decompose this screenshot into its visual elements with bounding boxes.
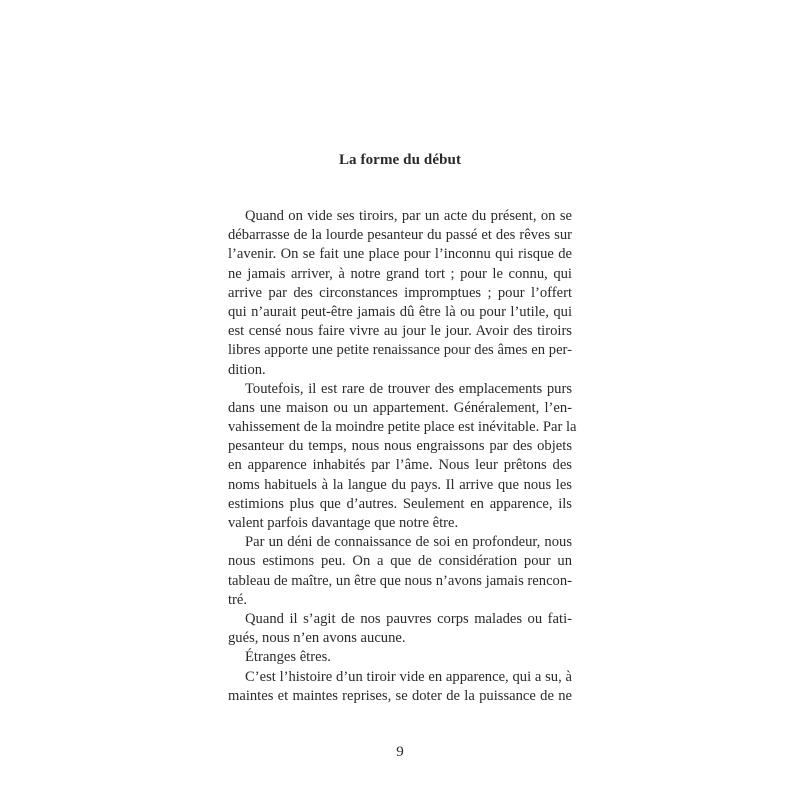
text-line: libres apporte une petite renaissance pour des âmes en per-: [228, 342, 572, 359]
text-line: gués, nous n’en avons aucune.: [228, 630, 406, 647]
text-line: qui n’aurait peut-être jamais dû être là ou pour l’utile, qui: [228, 303, 572, 320]
text-line: maintes et maintes reprises, se doter de la puissance de ne: [228, 687, 572, 704]
text-line: débarrasse de la lourde pesanteur du passé et des rêves sur: [228, 227, 572, 244]
text-line: tré.: [228, 591, 248, 608]
text-line: en apparence inhabités par l’âme. Nous leur prêtons des: [228, 457, 572, 474]
text-line: est censé nous faire vivre au jour le jour. Avoir des tiroirs: [228, 323, 572, 340]
chapter-title: La forme du début: [338, 152, 462, 168]
text-line: nous estimons peu. On a que de considération pour un: [228, 553, 572, 570]
text-line: arrive par des circonstances impromptues ; pour l’offert: [228, 284, 572, 301]
page-number: 9: [396, 744, 404, 760]
text-line: dition.: [228, 361, 266, 378]
body-text: [228, 207, 577, 706]
text-line: tableau de maître, un être que nous n’avons jamais rencon-: [228, 572, 572, 589]
text-line: vahissement de la moindre petite place est inévitable. Par la: [228, 419, 577, 436]
text-line: Étranges êtres.: [245, 649, 331, 666]
text-line: pesanteur du temps, nous nous engraissons par des objets: [228, 438, 572, 455]
text-line: Quand on vide ses tiroirs, par un acte du présent, on se: [245, 208, 572, 224]
text-line: Quand il s’agit de nos pauvres corps malades ou fati-: [245, 610, 572, 627]
text-line: dans une maison ou un appartement. Généralement, l’en-: [228, 399, 572, 416]
text-line: noms habituels à la langue du pays. Il arrive que nous les: [228, 476, 572, 493]
text-line: valent parfois davantage que notre être.: [228, 515, 459, 531]
text-line: estimions plus que d’autres. Seulement en apparence, ils: [228, 495, 572, 512]
text-line: Toutefois, il est rare de trouver des emplacements purs: [245, 380, 572, 397]
text-line: C’est l’histoire d’un tiroir vide en apparence, qui a su, à: [245, 668, 572, 685]
text-line: ne jamais arriver, à notre grand tort ; pour le connu, qui: [228, 265, 572, 282]
text-line: Par un déni de connaissance de soi en profondeur, nous: [245, 534, 572, 551]
text-line: l’avenir. On se fait une place pour l’inconnu qui risque de: [228, 246, 572, 263]
